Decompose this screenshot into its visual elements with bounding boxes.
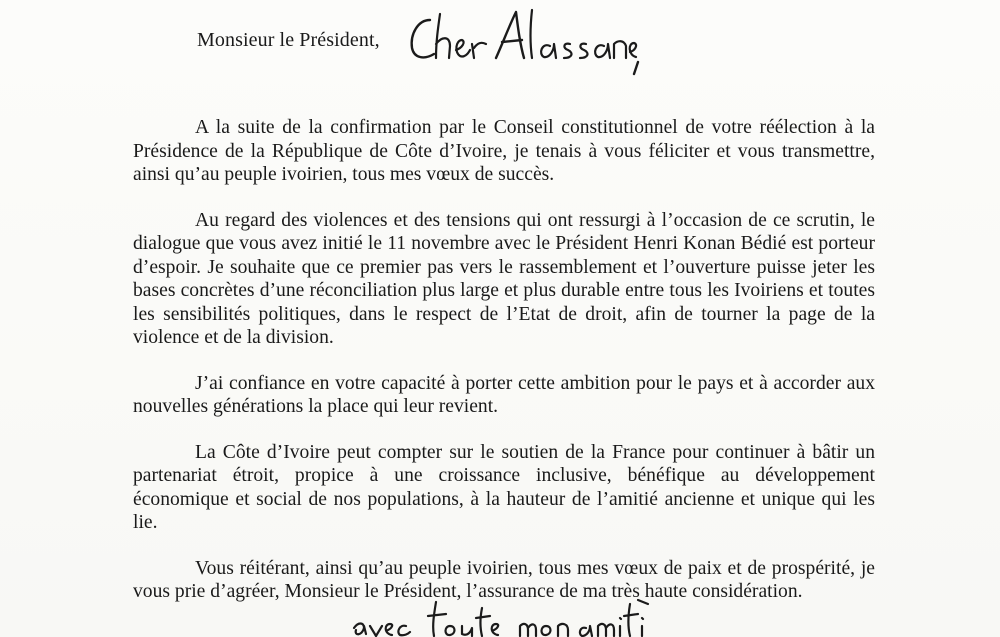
paragraph-partnership: La Côte d’Ivoire peut compter sur le soutien de la France pour continuer à bâtir un partenariat étroit, propice à une croissance inclusive, bénéfique au développement économique et social de nos populations, à la hauteur de l’amitié ancienne et unique qui les lie. [133, 441, 875, 533]
paragraph-congratulations: A la suite de la confirmation par le Conseil constitutionnel de votre réélection à la Présidence de la République de Côte d’Ivoire, je tenais à vous féliciter et vous transmettre, ainsi qu’au peuple ivoirien, tous mes vœux de succès. [133, 117, 875, 185]
salutation: Monsieur le Président, [197, 29, 380, 51]
paragraph-dialogue: Au regard des violences et des tensions qui ont ressurgi à l’occasion de ce scrutin, le dialogue que vous avez initié le 11 novembre avec le Président Henri Konan Bédié est porteur d’espoir. Je souhaite que ce premier pas vers le rassemblement et l’ouverture puisse jeter les bases concrètes d’une réconciliation plus large et plus durable entre tous les Ivoiriens et toutes les sensibilités politiques, dans le respect de l’Etat de droit, afin de tourner la page de la violence et de la division. [133, 209, 875, 348]
paragraph-closing: Vous réitérant, ainsi qu’au peuple ivoirien, tous mes vœux de paix et de prospérité, je vous prie d’agréer, Monsieur le Président, l’assurance de ma très haute considération. [133, 557, 875, 602]
salutation-row [197, 0, 717, 80]
handwritten-signoff [350, 598, 650, 637]
letter-body [133, 116, 875, 626]
paragraph-confidence: J’ai confiance en votre capacité à porter cette ambition pour le pays et à accorder aux nouvelles générations la place qui leur revient. [133, 372, 875, 417]
handwritten-greeting [400, 0, 640, 80]
